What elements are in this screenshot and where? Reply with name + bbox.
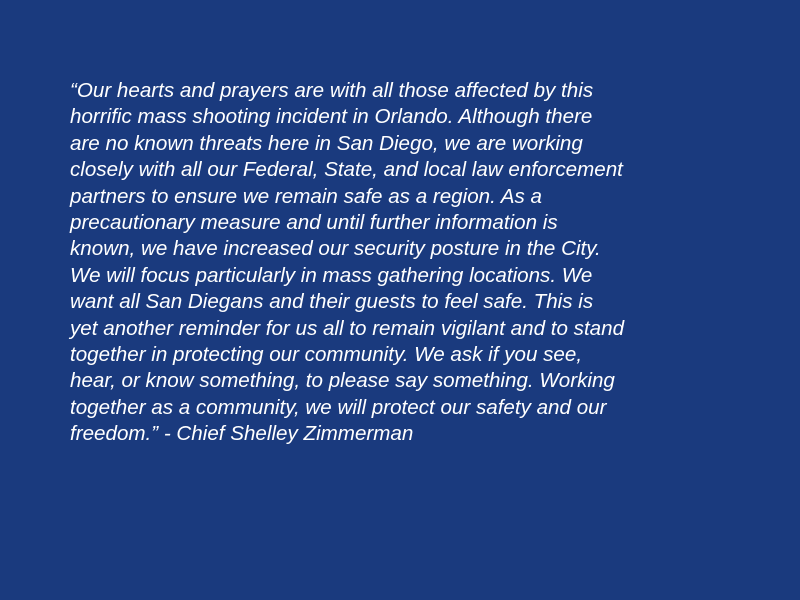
quote-text: “Our hearts and prayers are with all those affected by this horrific mass shooting incident in Orlando. Although there are no known threats here in San Diego, we are working closely with all our Federal, State, and local law enforcement partners to ensure we remain safe as a region. As a precautionary measure and until further information is known, we have increased our security posture in the City. We will focus particularly in mass gathering locations. We want all San Diegans and their guests to feel safe. This is yet another reminder for us all to remain vigilant and to stand together in protecting our community. We ask if you see, hear, or know something, to please say something. Working together as a community, we will protect our safety and our freedom.” - Chief Shelley Zimmerman bbox=[70, 79, 625, 446]
